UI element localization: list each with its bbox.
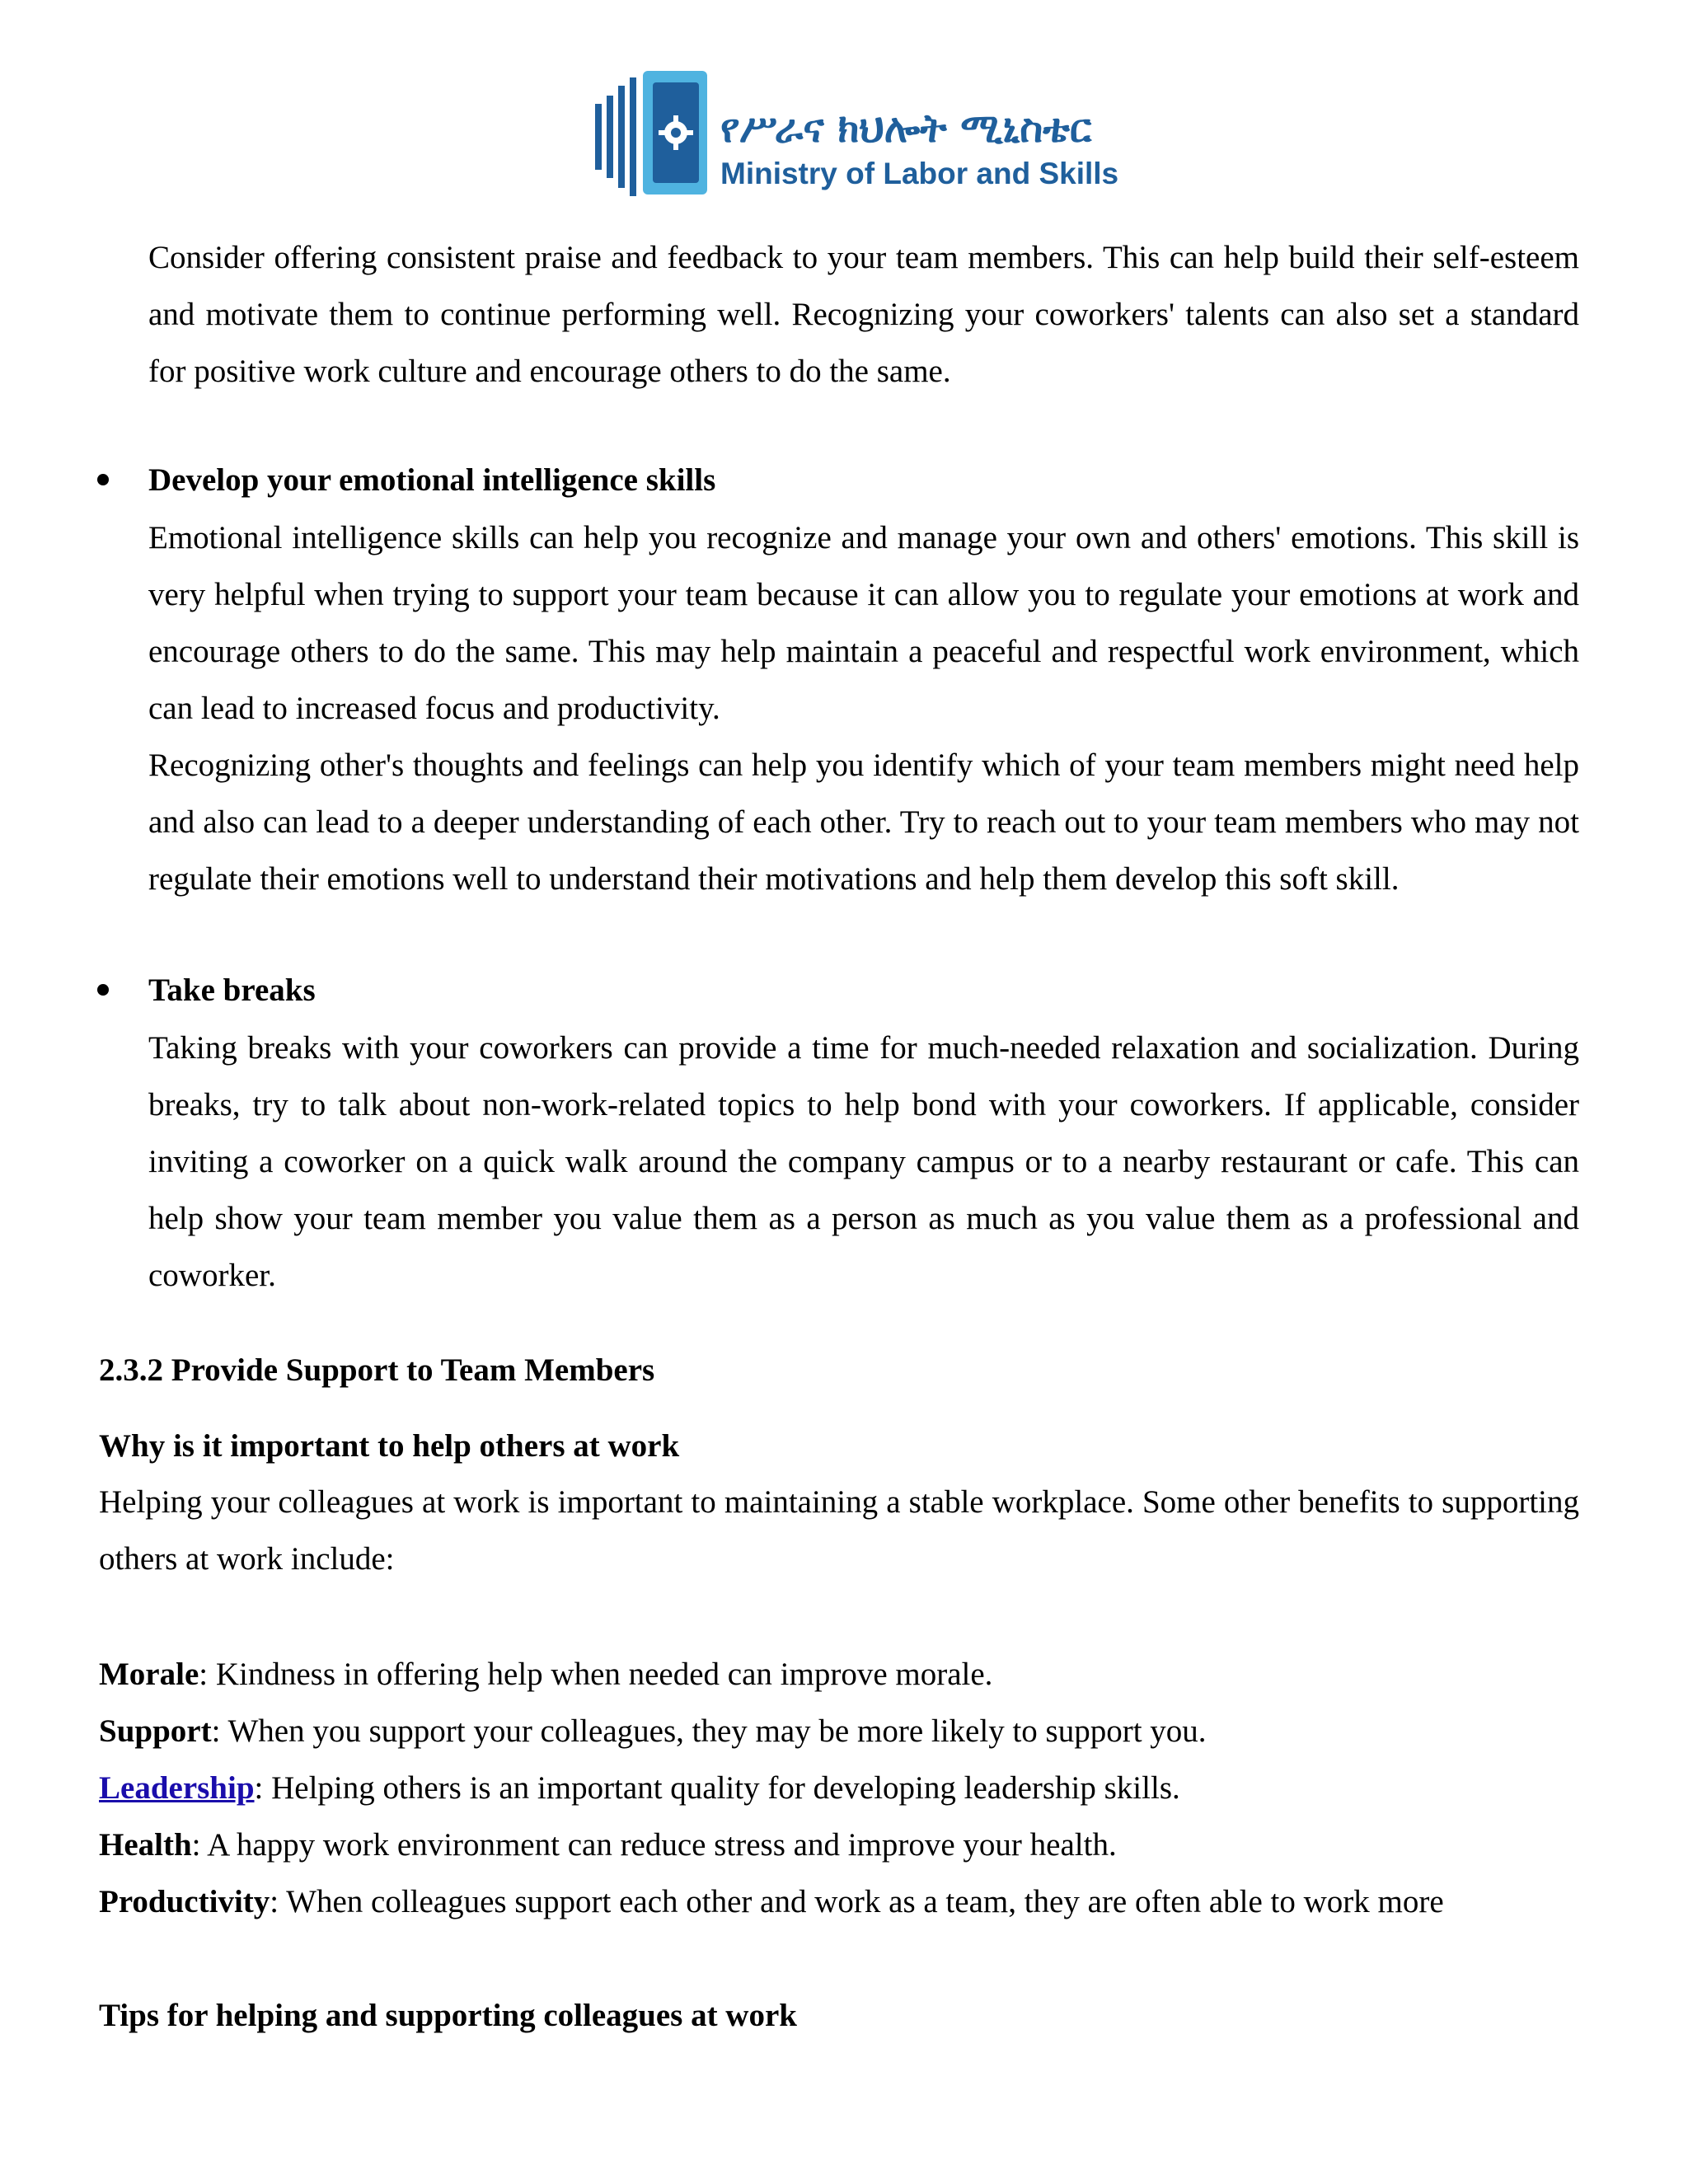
ministry-logo	[595, 71, 1119, 211]
leadership-link[interactable]: Leadership	[99, 1770, 255, 1806]
benefit-term: Morale	[99, 1657, 199, 1692]
benefit-morale	[99, 1654, 1579, 1695]
intro-paragraph: Consider offering consistent praise and feedback to your team members. This can help build their self-esteem and motivate them to continue performing well. Recognizing your coworkers' talents can also set a standard for positive work culture and encourage others to do the same.	[148, 240, 1579, 389]
ministry-logo-icon	[595, 71, 710, 203]
benefit-text: : A happy work environment can reduce stress and improve your health.	[191, 1827, 1117, 1863]
benefit-term: Productivity	[99, 1884, 270, 1919]
logo-amharic-text: የሥራና ክህሎት ሚኒስቴር	[720, 105, 1092, 152]
benefit-term: Support	[99, 1713, 212, 1749]
logo-english-text: Ministry of Labor and Skills	[720, 157, 1119, 190]
benefit-text: : When colleagues support each other and work as a team, they are often able to work more	[270, 1884, 1444, 1919]
benefit-text: : Kindness in offering help when needed can improve morale.	[199, 1657, 993, 1692]
section-subheading: Why is it important to help others at work	[99, 1428, 680, 1464]
bullet-dot	[97, 474, 109, 485]
benefit-leadership	[99, 1768, 1579, 1809]
section-heading: 2.3.2 Provide Support to Team Members	[99, 1352, 655, 1388]
benefit-health	[99, 1825, 1579, 1866]
take-breaks-paragraph: Taking breaks with your coworkers can provide a time for much-needed relaxation and socialization. During breaks, try to talk about non-work-related topics to help bond with your coworkers. If applicable, consider inviting a coworker on a quick walk around the company campus or to a nearby restaurant or cafe. This can help show your team member you value them as a person as much as you value them as a professional and coworker.	[148, 1030, 1579, 1293]
benefit-support	[99, 1711, 1579, 1752]
bullet-dot	[97, 984, 109, 996]
benefit-productivity	[99, 1882, 1579, 1923]
bullet-title-take-breaks: Take breaks	[148, 972, 316, 1008]
emotional-intelligence-paragraph-2: Recognizing other's thoughts and feelings can help you identify which of your team members might need help and also can lead to a deeper understanding of each other. Try to reach out to your team members who may not regulate their emotions well to understand their motivations and help them develop this soft skill.	[148, 748, 1579, 897]
benefit-text: : Helping others is an important quality for developing leadership skills.	[254, 1770, 1180, 1806]
benefit-term: Health	[99, 1827, 192, 1863]
tips-heading: Tips for helping and supporting colleagues at work	[99, 1998, 797, 2033]
benefit-text: : When you support your colleagues, they may be more likely to support you.	[211, 1713, 1207, 1749]
page-header	[0, 0, 1688, 223]
emotional-intelligence-paragraph-1: Emotional intelligence skills can help you recognize and manage your own and others' emotions. This skill is very helpful when trying to support your team because it can allow you to regulate your emotions at work and encourage others to do the same. This may help maintain a peaceful and respectful work environment, which can lead to increased focus and productivity.	[148, 520, 1579, 726]
section-paragraph: Helping your colleagues at work is important to maintaining a stable workplace. Some other benefits to supporting others at work include:	[99, 1484, 1579, 1577]
bullet-title-emotional-intelligence: Develop your emotional intelligence skills	[148, 462, 716, 498]
